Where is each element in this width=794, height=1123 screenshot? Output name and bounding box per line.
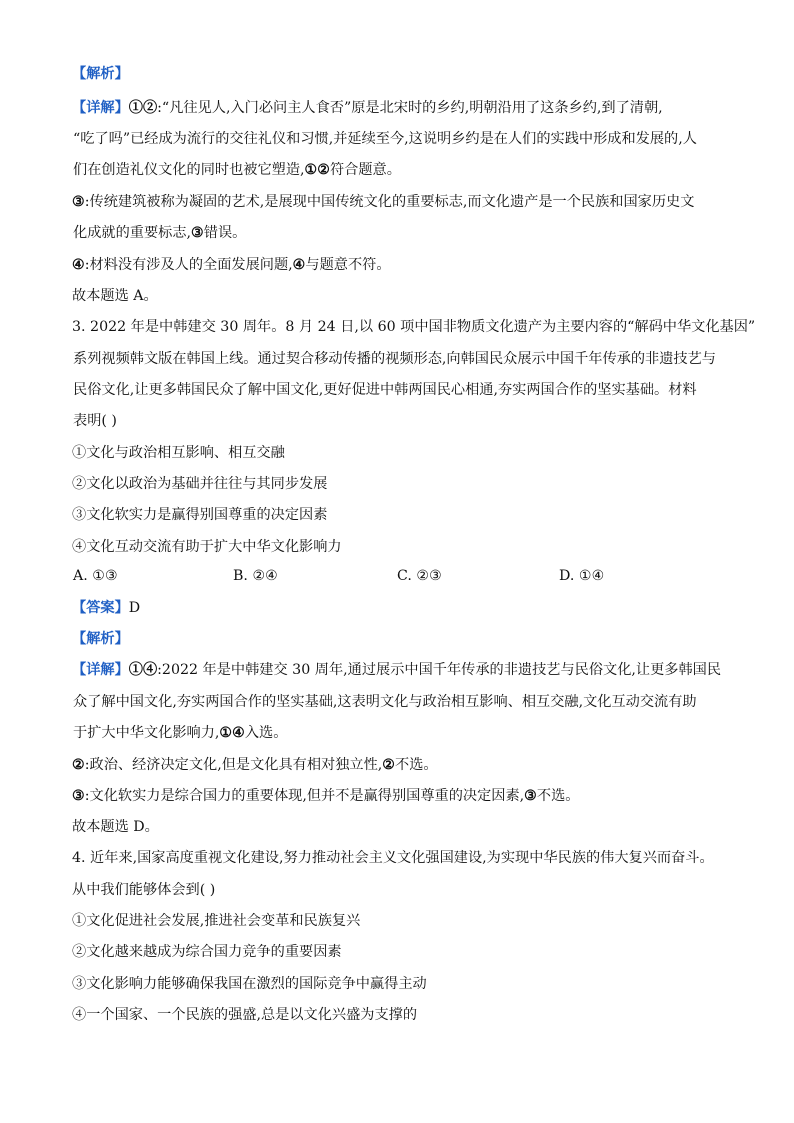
detail-line-3 bbox=[73, 160, 738, 180]
statement-1: ①文化促进社会发展,推进社会变革和民族复兴 bbox=[72, 913, 361, 929]
detail-text: 不选。 bbox=[395, 757, 438, 773]
detail-text: :文化软实力是综合国力的重要体现,但并不是赢得别国尊重的决定因素, bbox=[84, 788, 525, 804]
detail-line-4 bbox=[72, 755, 737, 775]
conclusion-line: 故本题选 A。 bbox=[72, 288, 158, 304]
analysis-tag: 【解析】 bbox=[72, 631, 129, 647]
detail-tag: 【详解】 bbox=[72, 662, 129, 678]
detail-line-5 bbox=[73, 223, 738, 243]
statement-4: ④文化互动交流有助于扩大中华文化影响力 bbox=[72, 539, 342, 555]
detail-text: 入选。 bbox=[244, 725, 288, 741]
choice-a: A. ①③ bbox=[73, 568, 118, 584]
option-marks: ①④ bbox=[219, 725, 245, 741]
option-marks: ①② bbox=[304, 162, 330, 178]
answer-value: D bbox=[128, 600, 141, 616]
option-mark: ③ bbox=[72, 194, 85, 210]
analysis-tag: 【解析】 bbox=[72, 66, 129, 82]
detail-line-1 bbox=[72, 98, 737, 118]
analysis-header bbox=[72, 629, 737, 649]
question-3-line-3: 民俗文化,让更多韩国民众了解中国文化,更好促进中韩两国民心相通,夯实两国合作的坚实基础。材料 bbox=[73, 382, 697, 398]
question-3-line-1: 3. 2022 年是中韩建交 30 周年。8 月 24 日,以 60 项中国非物质文化遗产为主要内容的“解码中华文化基因” bbox=[72, 319, 756, 335]
option-marks: ①② bbox=[128, 100, 158, 116]
option-mark: ③ bbox=[191, 225, 204, 241]
choice-b: B. ②④ bbox=[233, 568, 278, 584]
option-mark: ④ bbox=[72, 257, 85, 273]
answer-tag: 【答案】 bbox=[72, 600, 129, 616]
detail-line-5 bbox=[72, 786, 737, 806]
question-4-line-1: 4. 近年来,国家高度重视文化建设,努力推动社会主义文化强国建设,为实现中华民族的伟大复兴而奋斗。 bbox=[72, 850, 714, 866]
option-marks: ①④ bbox=[128, 662, 158, 678]
statement-2: ②文化越来越成为综合国力竞争的重要因素 bbox=[72, 944, 342, 960]
detail-text: :2022 年是中韩建交 30 周年,通过展示中国千年传承的非遗技艺与民俗文化,让更多韩国民 bbox=[157, 662, 722, 678]
detail-text: 化成就的重要标志, bbox=[73, 225, 192, 241]
statement-2: ②文化以政治为基础并往往与其同步发展 bbox=[72, 476, 328, 492]
statement-1: ①文化与政治相互影响、相互交融 bbox=[72, 445, 285, 461]
detail-line-1 bbox=[72, 660, 737, 680]
option-mark: ③ bbox=[524, 788, 537, 804]
detail-text: 符合题意。 bbox=[329, 162, 401, 178]
detail-line-3 bbox=[73, 723, 738, 743]
statement-3: ③文化软实力是赢得别国尊重的决定因素 bbox=[72, 507, 328, 523]
option-mark: ② bbox=[72, 757, 85, 773]
detail-text: 们在创造礼仪文化的同时也被它塑造, bbox=[73, 162, 305, 178]
option-mark: ③ bbox=[72, 788, 85, 804]
question-3-line-4: 表明( ) bbox=[73, 413, 117, 429]
detail-text: :“凡往见人,入门必问主人食否”原是北宋时的乡约,明朝沿用了这条乡约,到了清朝, bbox=[157, 100, 663, 116]
detail-line-2: 众了解中国文化,夯实两国合作的坚实基础,这表明文化与政治相互影响、相互交融,文化互动交流有助 bbox=[73, 694, 697, 710]
choice-d: D. ①④ bbox=[559, 568, 605, 584]
option-mark: ② bbox=[382, 757, 396, 773]
statement-4: ④一个国家、一个民族的强盛,总是以文化兴盛为支撑的 bbox=[72, 1007, 418, 1023]
detail-text: 与题意不符。 bbox=[305, 257, 391, 273]
detail-line-6 bbox=[72, 255, 737, 275]
detail-line-4 bbox=[72, 192, 737, 212]
detail-text: :政治、经济决定文化,但是文化具有相对独立性, bbox=[84, 757, 383, 773]
option-mark: ④ bbox=[292, 257, 306, 273]
choice-c: C. ②③ bbox=[397, 568, 442, 584]
conclusion-line: 故本题选 D。 bbox=[72, 819, 159, 835]
detail-text: 于扩大中华文化影响力, bbox=[73, 725, 220, 741]
detail-tag: 【详解】 bbox=[72, 100, 129, 116]
detail-text: 错误。 bbox=[203, 225, 247, 241]
question-3-line-2: 系列视频韩文版在韩国上线。通过契合移动传播的视频形态,向韩国民众展示中国千年传承的非遗技艺与 bbox=[73, 351, 716, 367]
detail-line-2: “吃了吗”已经成为流行的交往礼仪和习惯,并延续至今,这说明乡约是在人们的实践中形成和发展的,人 bbox=[73, 131, 697, 147]
answer-line bbox=[72, 598, 737, 618]
question-4-line-2: 从中我们能够体会到( ) bbox=[72, 882, 216, 898]
statement-3: ③文化影响力能够确保我国在激烈的国际竞争中赢得主动 bbox=[72, 976, 427, 992]
detail-text: :材料没有涉及人的全面发展问题, bbox=[84, 257, 293, 273]
choices-row bbox=[72, 566, 737, 586]
analysis-header bbox=[72, 64, 737, 84]
detail-text: 不选。 bbox=[536, 788, 580, 804]
detail-text: :传统建筑被称为凝固的艺术,是展现中国传统文化的重要标志,而文化遗产是一个民族和国家历史文 bbox=[84, 194, 695, 210]
